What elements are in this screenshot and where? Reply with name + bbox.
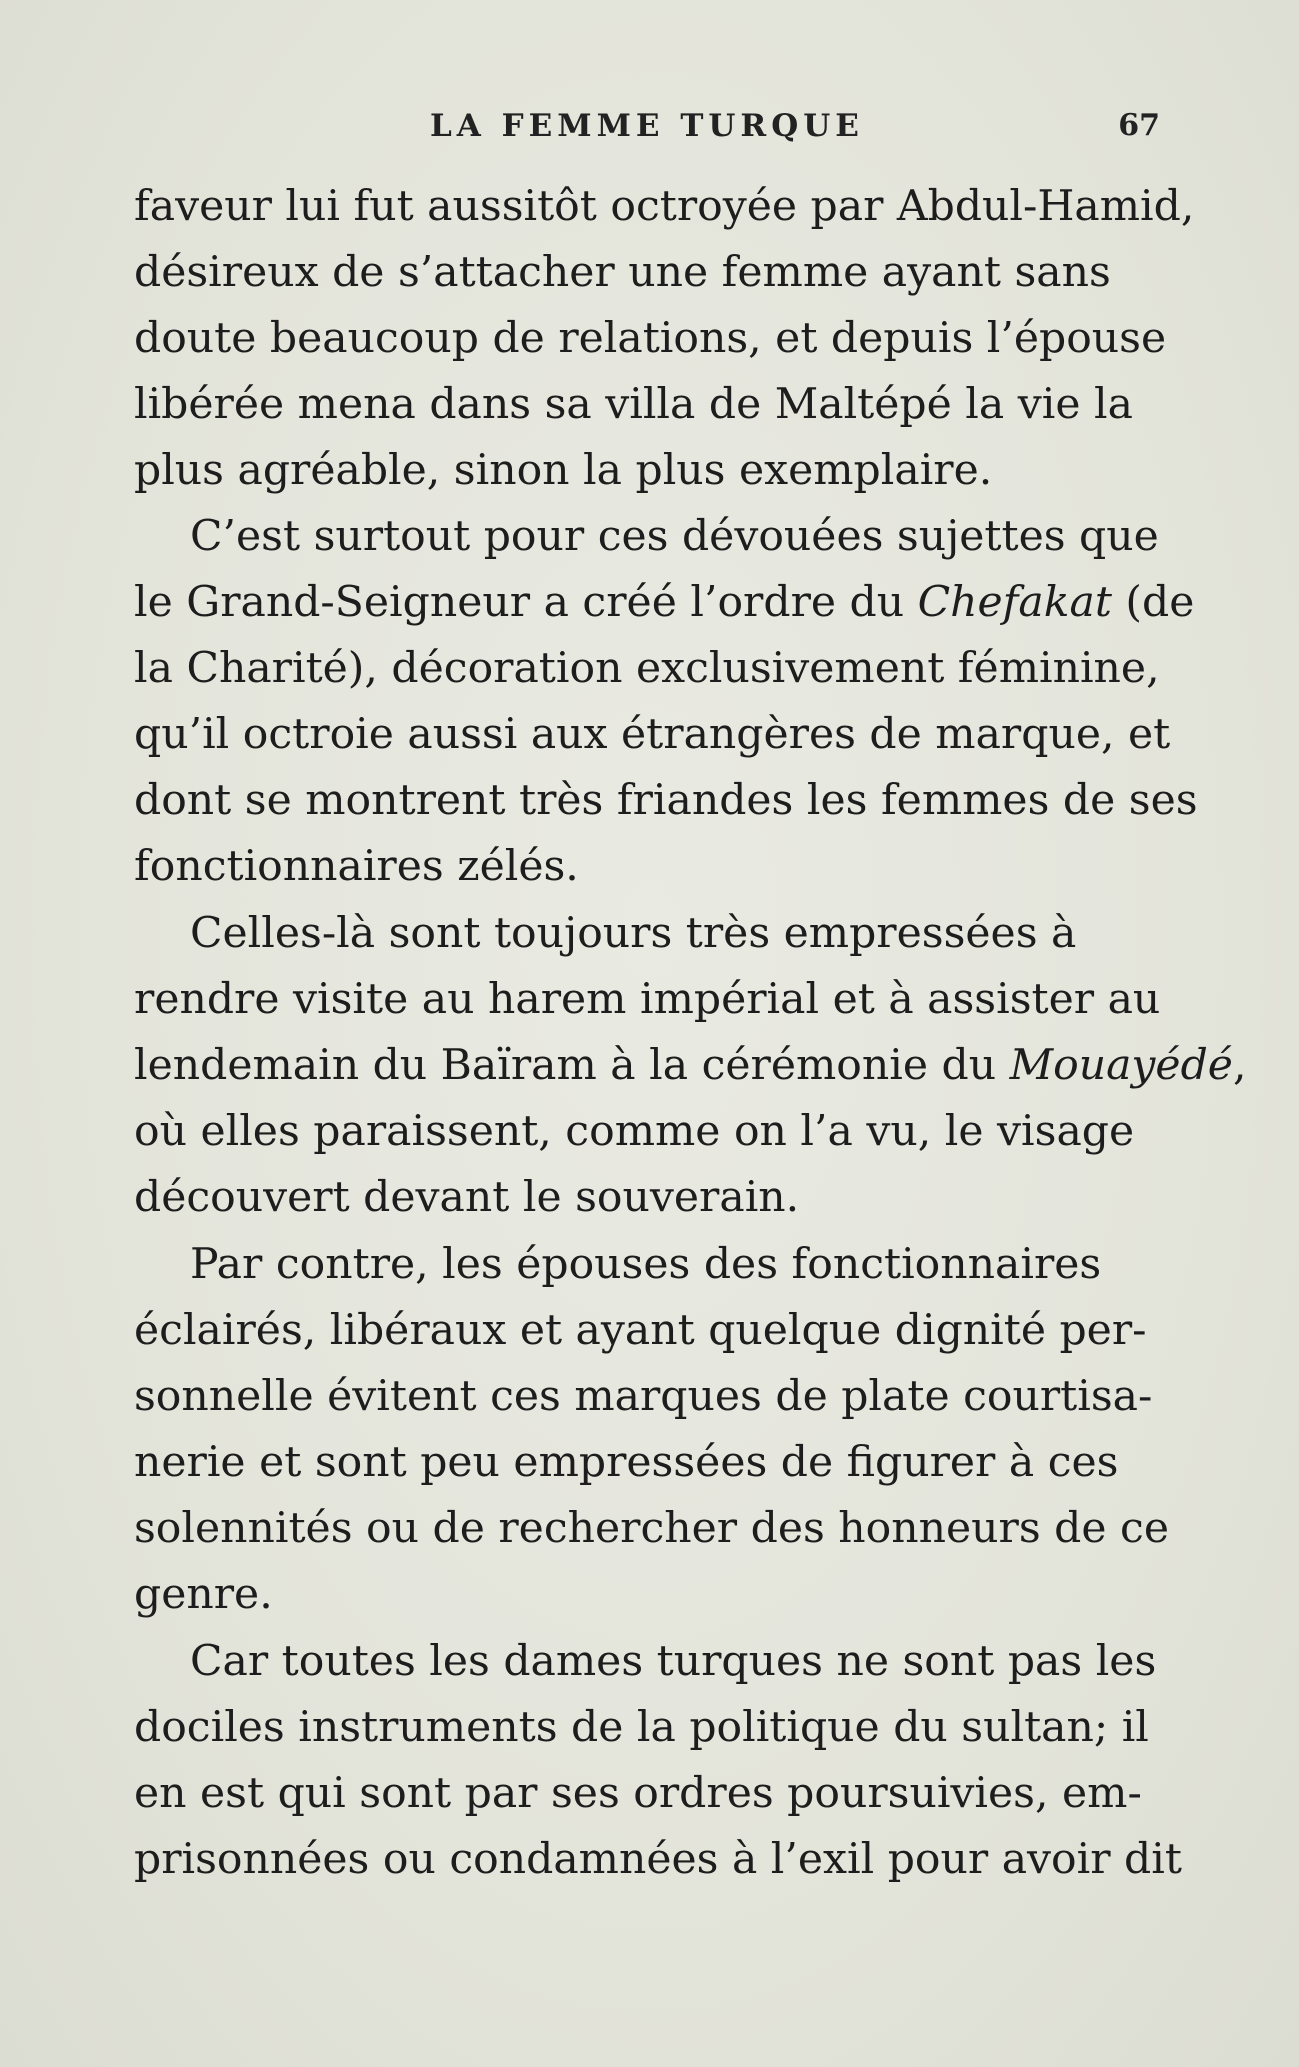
text-line: C’est surtout pour ces dévouées sujettes que: [190, 512, 1159, 561]
text-line: fonctionnaires zélés.: [134, 842, 579, 891]
text-line: sonnelle évitent ces marques de plate courtisa-: [134, 1372, 1153, 1421]
text-line: découvert devant le souverain.: [134, 1173, 800, 1222]
italic-term: Mouayédé: [1009, 1041, 1233, 1090]
text-line: Par contre, les épouses des fonctionnaires: [190, 1240, 1102, 1289]
text-line: désireux de s’attacher une femme ayant sans: [134, 248, 1111, 297]
text-line: prisonnées ou condamnées à l’exil pour avoir dit: [134, 1835, 1182, 1884]
text-line: rendre visite au harem impérial et à assister au: [134, 975, 1161, 1024]
text-line: en est qui sont par ses ordres poursuivies, em-: [134, 1769, 1142, 1818]
text-line: nerie et sont peu empressées de figurer à ces: [134, 1438, 1119, 1487]
text-line: solennités ou de rechercher des honneurs de ce: [134, 1504, 1169, 1553]
text-line: le Grand-Seigneur a créé l’ordre du Chefakat (de: [134, 578, 1195, 627]
text-line: où elles paraissent, comme on l’a vu, le visage: [134, 1107, 1135, 1156]
running-title: LA FEMME TURQUE: [430, 108, 864, 144]
text-line: dociles instruments de la politique du sultan; il: [134, 1703, 1149, 1752]
text-line: doute beaucoup de relations, et depuis l’épouse: [134, 314, 1167, 363]
text-line: plus agréable, sinon la plus exemplaire.: [134, 446, 993, 495]
page-header: [130, 108, 1160, 148]
italic-term: Chefakat: [917, 578, 1112, 627]
text-line: lendemain du Baïram à la cérémonie du Mouayédé,: [134, 1041, 1247, 1090]
text-line: libérée mena dans sa villa de Maltépé la vie la: [134, 380, 1133, 429]
page-number: 67: [1118, 108, 1160, 143]
text-line: Car toutes les dames turques ne sont pas les: [190, 1637, 1157, 1686]
text-line: dont se montrent très friandes les femmes de ses: [134, 776, 1198, 825]
text-line: éclairés, libéraux et ayant quelque dignité per-: [134, 1306, 1147, 1355]
text-line: genre.: [134, 1570, 273, 1619]
text-line: qu’il octroie aussi aux étrangères de marque, et: [134, 710, 1171, 759]
text-line: faveur lui fut aussitôt octroyée par Abdul-Hamid,: [134, 182, 1195, 231]
text-line: Celles-là sont toujours très empressées à: [190, 909, 1077, 958]
text-line: la Charité), décoration exclusivement féminine,: [134, 644, 1160, 693]
